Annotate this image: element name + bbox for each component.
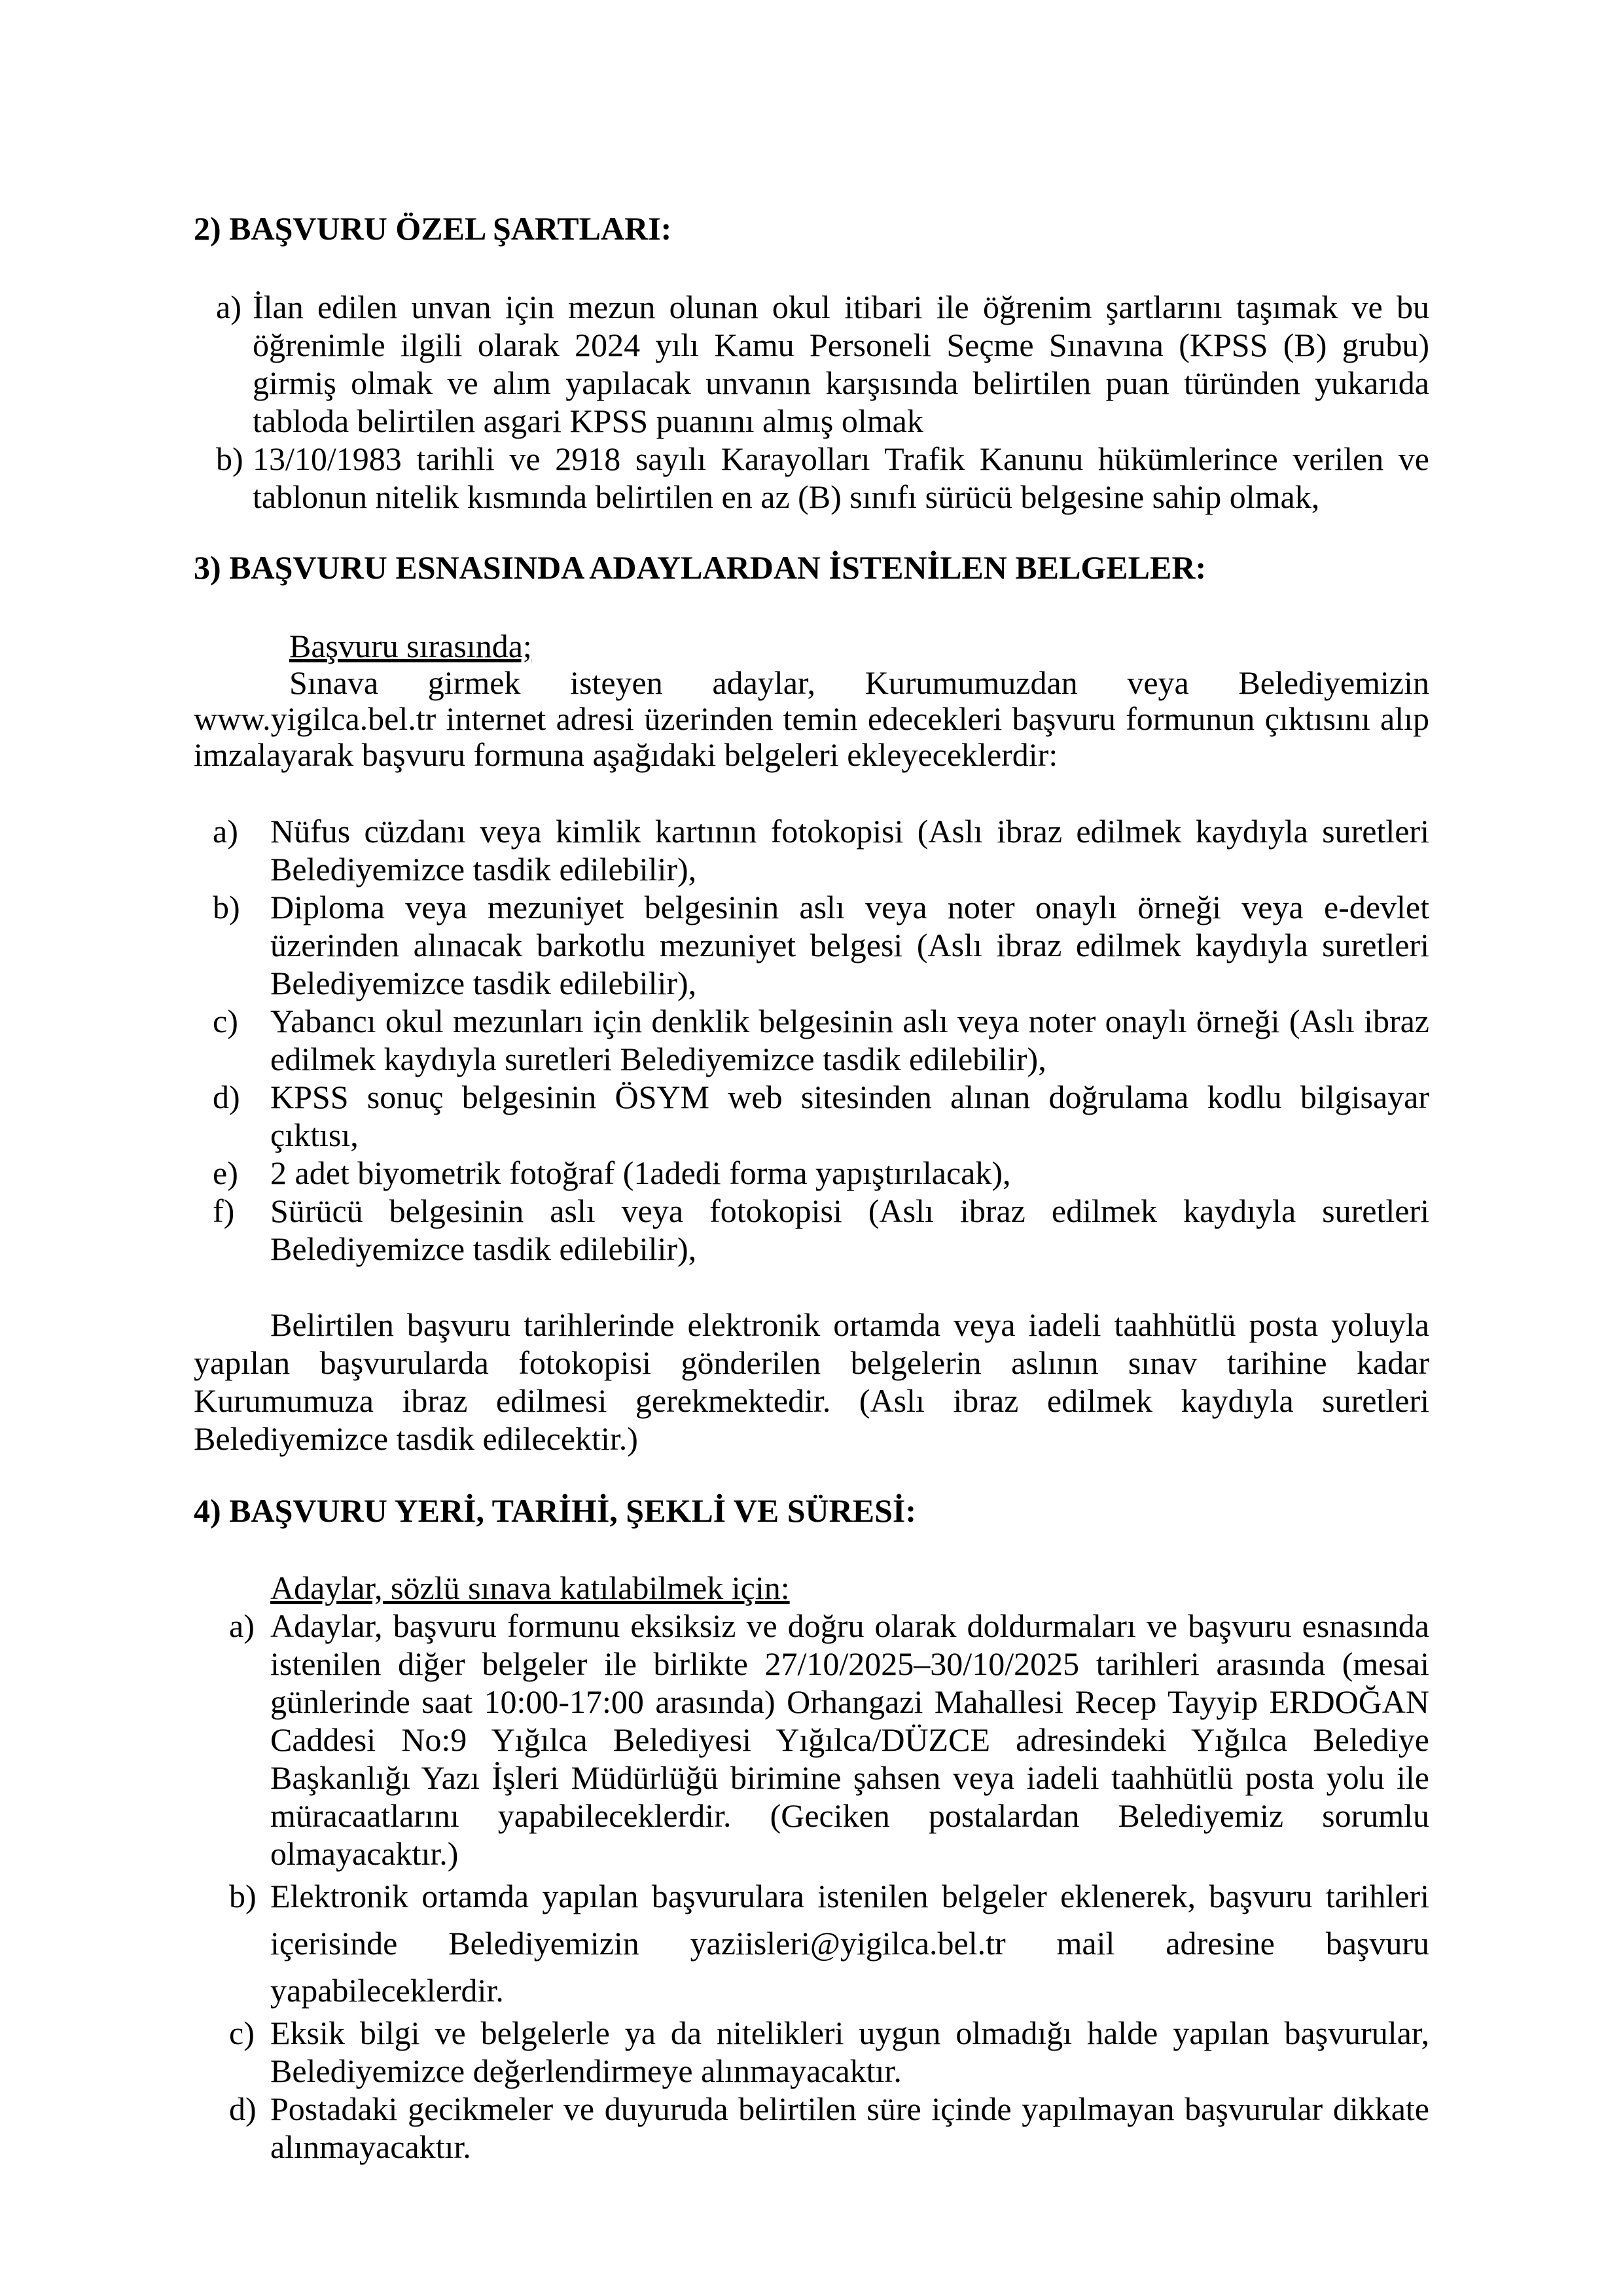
list-item-text: Eksik bilgi ve belgelerle ya da nitelikleri uygun olmadığı halde yapılan başvurular, Belediyemizce değerlendirmeye alınmayacaktır. bbox=[270, 2015, 1429, 2089]
closing-paragraph: Belirtilen başvuru tarihlerinde elektronik ortamda veya iadeli taahhütlü posta yoluyla yapılan başvurularda fotokopisi gönderilen belgelerin aslının sınav tarihine kadar Kurumumuza ibraz edilmesi gerekmektedir. (Aslı ibraz edilmek kaydıyla suretleri Belediyemizce tasdik edilecektir.) bbox=[194, 1306, 1429, 1457]
section-heading: 2) BAŞVURU ÖZEL ŞARTLARI: bbox=[194, 210, 672, 247]
list-item-text: Nüfus cüzdanı veya kimlik kartının fotokopisi (Aslı ibraz edilmek kaydıyla suretleri Belediyemizce tasdik edilebilir), bbox=[270, 813, 1429, 888]
section-application-place-date bbox=[194, 1492, 1429, 2166]
list-marker: b) bbox=[216, 440, 243, 477]
list-marker: c) bbox=[229, 2015, 255, 2051]
section-heading: 3) BAŞVURU ESNASINDA ADAYLARDAN İSTENİLEN BELGELER: bbox=[194, 549, 1207, 586]
list-item-text: Postadaki gecikmeler ve duyuruda belirtilen süre içinde yapılmayan başvurular dikkate alınmayacaktır. bbox=[270, 2090, 1429, 2165]
section-application-special-conditions bbox=[194, 209, 1429, 516]
subheading-wrapper bbox=[194, 1569, 1429, 1607]
list-marker: a) bbox=[213, 813, 238, 850]
list-item-text: KPSS sonuç belgesinin ÖSYM web sitesinden alınan doğrulama kodlu bilgisayar çıktısı, bbox=[270, 1079, 1429, 1153]
list-marker: d) bbox=[213, 1079, 240, 1115]
subheading-wrapper bbox=[194, 627, 1429, 665]
intro-paragraph: Sınava girmek isteyen adaylar, Kurumumuzdan veya Belediyemizin www.yigilca.bel.tr internet adresi üzerinden temin edecekleri başvuru formunun çıktısını alıp imzalayarak başvuru formuna aşağıdaki belgeleri ekleyeceklerdir: bbox=[194, 664, 1429, 773]
list-marker: d) bbox=[229, 2090, 257, 2127]
list-item bbox=[194, 1873, 1429, 2014]
list-item bbox=[194, 1154, 1429, 1192]
list-marker: f) bbox=[213, 1193, 235, 1229]
list-item bbox=[194, 1607, 1429, 1873]
list-item-text: Elektronik ortamda yapılan başvurulara istenilen belgeler eklenerek, başvuru tarihleri içerisinde Belediyemizin yaziisleri@yigilca.bel.tr mail adresine başvuru yapabileceklerdir. bbox=[270, 1878, 1429, 2009]
list-item bbox=[194, 888, 1429, 1002]
list-item bbox=[194, 1002, 1429, 1078]
list-item-text: Diploma veya mezuniyet belgesinin aslı veya noter onaylı örneği veya e-devlet üzerinden alınacak barkotlu mezuniyet belgesi (Aslı ibraz edilmek kaydıyla suretleri Belediyemizce tasdik edilebilir), bbox=[270, 889, 1429, 1001]
documents-list bbox=[194, 812, 1429, 1268]
list-item bbox=[194, 1078, 1429, 1154]
list-item-text: 13/10/1983 tarihli ve 2918 sayılı Karayolları Trafik Kanunu hükümlerince verilen ve tablonun nitelik kısmında belirtilen en az (B) sınıfı sürücü belgesine sahip olmak, bbox=[253, 440, 1429, 515]
list-marker: a) bbox=[229, 1607, 255, 1644]
list-item-text: Adaylar, başvuru formunu eksiksiz ve doğru olarak doldurmaları ve başvuru esnasında istenilen diğer belgeler ile birlikte 27/10/2025–30/10/2025 tarihleri arasında (mesai günlerinde saat 10:00-17:00 arasında) Orhangazi Mahallesi Recep Tayyip ERDOĞAN Caddesi No:9 Yığılca Belediyesi Yığılca/DÜZCE adresindeki Yığılca Belediye Başkanlığı Yazı İşleri Müdürlüğü birimine şahsen veya iadeli taahhütlü posta yolu ile müracaatlarını yapabileceklerdir. (Geciken postalardan Belediyemiz sorumlu olmayacaktır.) bbox=[270, 1607, 1429, 1872]
list-marker: b) bbox=[229, 1878, 257, 1914]
list-item bbox=[194, 288, 1429, 440]
list-marker: b) bbox=[213, 889, 240, 925]
section-heading: 4) BAŞVURU YERİ, TARİHİ, ŞEKLİ VE SÜRESİ: bbox=[194, 1492, 916, 1529]
list-item bbox=[194, 812, 1429, 888]
subheading: Adaylar, sözlü sınava katılabilmek için: bbox=[270, 1570, 790, 1606]
list-marker: c) bbox=[213, 1003, 238, 1039]
subheading: Başvuru sırasında; bbox=[289, 628, 532, 664]
list-item-text: İlan edilen unvan için mezun olunan okul itibari ile öğrenim şartlarını taşımak ve bu öğrenimle ilgili olarak 2024 yılı Kamu Personeli Seçme Sınavına (KPSS (B) grubu) girmiş olmak ve alım yapılacak unvanın karşısında belirtilen puan türünden yukarıda tabloda belirtilen asgari KPSS puanını almış olmak bbox=[253, 289, 1429, 439]
list-item-text: Sürücü belgesinin aslı veya fotokopisi (Aslı ibraz edilmek kaydıyla suretleri Belediyemizce tasdik edilebilir), bbox=[270, 1193, 1429, 1267]
list-item bbox=[194, 1192, 1429, 1268]
list-item-text: 2 adet biyometrik fotoğraf (1adedi forma yapıştırılacak), bbox=[270, 1155, 1011, 1191]
list-item bbox=[194, 2090, 1429, 2166]
conditions-list bbox=[194, 288, 1429, 516]
list-item-text: Yabancı okul mezunları için denklik belgesinin aslı veya noter onaylı örneği (Aslı ibraz edilmek kaydıyla suretleri Belediyemizce tasdik edilebilir), bbox=[270, 1003, 1429, 1077]
list-marker: a) bbox=[216, 289, 241, 325]
section-required-documents bbox=[194, 548, 1429, 1458]
application-rules-list bbox=[194, 1607, 1429, 2166]
list-item bbox=[194, 440, 1429, 516]
list-marker: e) bbox=[213, 1155, 238, 1191]
list-item bbox=[194, 2014, 1429, 2090]
page-content bbox=[194, 209, 1429, 2166]
